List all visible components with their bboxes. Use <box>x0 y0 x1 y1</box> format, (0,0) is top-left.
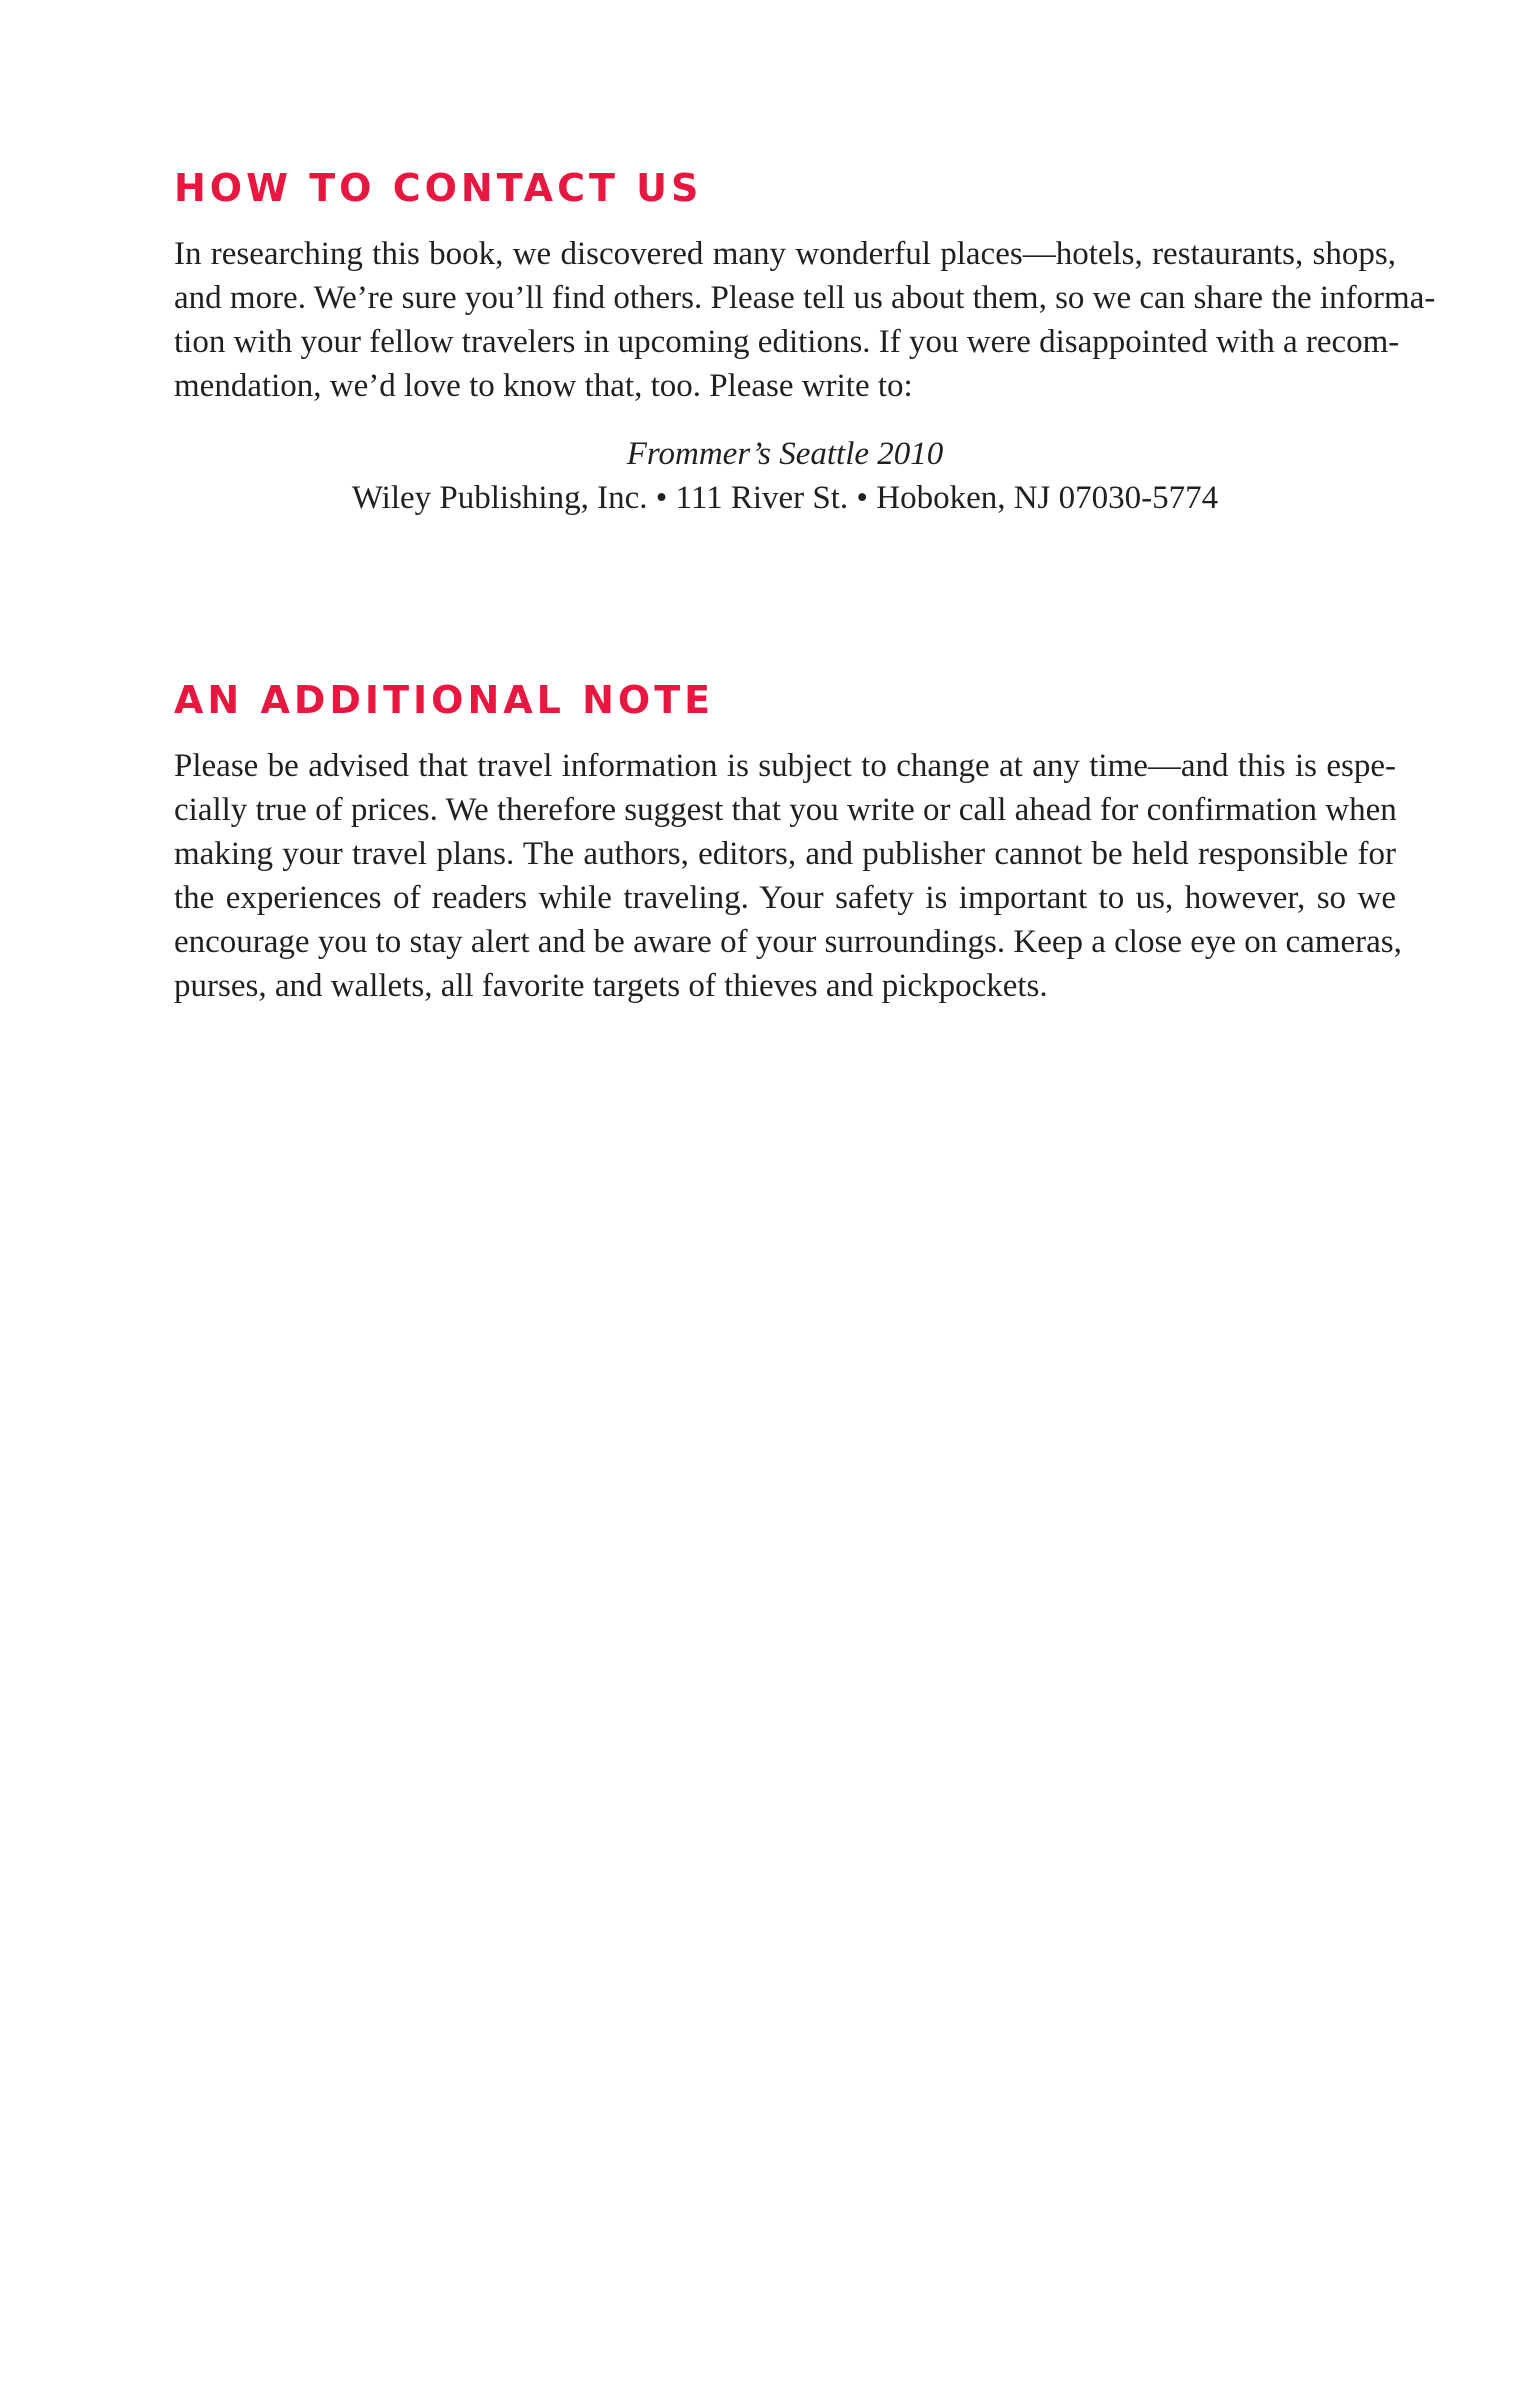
note-paragraph-line: encourage you to stay alert and be aware of your surroundings. Keep a close eye on cameras, <box>174 924 1402 960</box>
note-paragraph-line: making your travel plans. The authors, editors, and publisher cannot be held responsible for <box>174 836 1396 872</box>
contact-paragraph <box>174 232 1436 408</box>
contact-paragraph-line: tion with your fellow travelers in upcoming editions. If you were disappointed with a recom- <box>174 324 1400 360</box>
contact-paragraph-line: In researching this book, we discovered many wonderful places—hotels, restaurants, shops, <box>174 236 1396 272</box>
contact-heading: HOW TO CONTACT US <box>174 166 703 210</box>
note-paragraph-line: Please be advised that travel information is subject to change at any time—and this is espe- <box>174 748 1396 784</box>
additional-note-paragraph <box>174 744 1402 1008</box>
publisher-address: Wiley Publishing, Inc. • 111 River St. • Hoboken, NJ 07030-5774 <box>351 480 1219 516</box>
book-title: Frommer’s Seattle 2010 <box>626 436 944 472</box>
contact-paragraph-line: mendation, we’d love to know that, too. Please write to: <box>174 368 913 404</box>
note-paragraph-line: the experiences of readers while traveling. Your safety is important to us, however, so we <box>174 880 1396 916</box>
additional-note-heading: AN ADDITIONAL NOTE <box>174 678 715 722</box>
note-paragraph-line: purses, and wallets, all favorite targets of thieves and pickpockets. <box>174 968 1048 1004</box>
contact-paragraph-line: and more. We’re sure you’ll find others. Please tell us about them, so we can share the informa- <box>174 280 1436 316</box>
mailing-address <box>174 432 1396 520</box>
note-paragraph-line: cially true of prices. We therefore suggest that you write or call ahead for confirmation when <box>174 792 1397 828</box>
